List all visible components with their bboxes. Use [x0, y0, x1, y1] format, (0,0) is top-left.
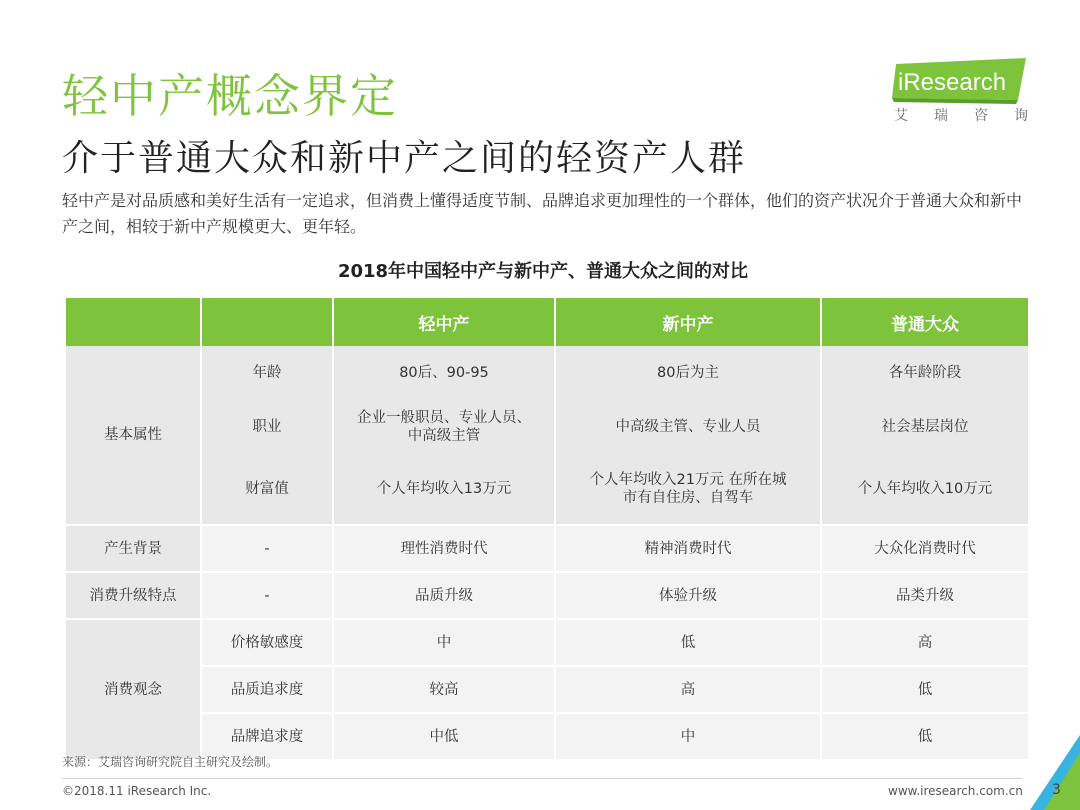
row-label: 财富值 — [202, 454, 332, 524]
header-mass-public: 普通大众 — [822, 298, 1028, 346]
source-note: 来源：艾瑞咨询研究院自主研究及绘制。 — [62, 755, 279, 769]
row-label: 品质追求度 — [202, 665, 332, 712]
table-row-upgrade — [66, 571, 1028, 618]
group-upgrade: 消费升级特点 — [66, 571, 200, 618]
cell-light: 较高 — [334, 665, 554, 712]
cell-new: 中高级主管、专业人员 — [556, 400, 820, 454]
row-label: 年龄 — [202, 346, 332, 400]
table-row-quality — [66, 665, 1028, 712]
cell-new — [556, 454, 820, 524]
website-link[interactable]: www.iresearch.com.cn — [888, 784, 1023, 798]
cell-light: 个人年均收入13万元 — [334, 454, 554, 524]
page-subtitle: 介于普通大众和新中产之间的轻资产人群 — [62, 138, 747, 179]
table-row-brand — [66, 712, 1028, 759]
row-label: 品牌追求度 — [202, 712, 332, 759]
logo-char: 瑞 — [934, 108, 948, 124]
cell-light: 中 — [334, 618, 554, 665]
logo-char: 询 — [1014, 108, 1028, 124]
logo-char: 咨 — [974, 108, 988, 124]
cell-light: 中低 — [334, 712, 554, 759]
logo-brand-text: iResearch — [898, 69, 1007, 96]
cell-mass: 低 — [822, 665, 1028, 712]
group-consumption-concept: 消费观念 — [66, 618, 200, 759]
logo-chinese-name — [894, 105, 1028, 125]
cell-mass: 低 — [822, 712, 1028, 759]
table-row-wealth — [66, 454, 1028, 524]
cell-mass: 大众化消费时代 — [822, 524, 1028, 571]
page-title: 轻中产概念界定 — [62, 69, 398, 123]
cell-mass: 品类升级 — [822, 571, 1028, 618]
cell-new: 精神消费时代 — [556, 524, 820, 571]
cell-light: 品质升级 — [334, 571, 554, 618]
cell-new: 高 — [556, 665, 820, 712]
corner-decoration — [1030, 735, 1080, 810]
row-label: 价格敏感度 — [202, 618, 332, 665]
header-light-middle-class: 轻中产 — [334, 298, 554, 346]
group-basic-attributes: 基本属性 — [66, 346, 200, 524]
table-header-row — [66, 298, 1028, 346]
cell-light — [334, 400, 554, 454]
page-number: 3 — [1052, 782, 1061, 798]
row-label: - — [202, 524, 332, 571]
cell-mass: 高 — [822, 618, 1028, 665]
group-background: 产生背景 — [66, 524, 200, 571]
cell-light: 80后、90-95 — [334, 346, 554, 400]
cell-new: 中 — [556, 712, 820, 759]
cell-new-text: 个人年均收入21万元 在所在城市有自住房、自驾车 — [589, 472, 787, 506]
table-row-job — [66, 400, 1028, 454]
table-row-background — [66, 524, 1028, 571]
cell-mass: 各年龄阶段 — [822, 346, 1028, 400]
cell-mass: 个人年均收入10万元 — [822, 454, 1028, 524]
cell-new: 80后为主 — [556, 346, 820, 400]
row-label: - — [202, 571, 332, 618]
header-blank — [66, 298, 200, 346]
header-blank — [202, 298, 332, 346]
table-row-age — [66, 346, 1028, 400]
intro-paragraph: 轻中产是对品质感和美好生活有一定追求，但消费上懂得适度节制、品牌追求更加理性的一个群体，他们的资产状况介于普通大众和新中产之间，相较于新中产规模更大、更年轻。 — [62, 191, 1023, 236]
table-title: 2018年中国轻中产与新中产、普通大众之间的对比 — [337, 261, 749, 282]
row-label: 职业 — [202, 400, 332, 454]
comparison-table — [64, 298, 1030, 759]
header-new-middle-class: 新中产 — [556, 298, 820, 346]
cell-new: 低 — [556, 618, 820, 665]
logo-char: 艾 — [894, 108, 908, 124]
footer-divider — [62, 778, 1022, 779]
copyright-text: ©2018.11 iResearch Inc. — [62, 784, 212, 798]
table-row-price — [66, 618, 1028, 665]
cell-light-text: 企业一般职员、专业人员、中高级主管 — [357, 410, 531, 444]
cell-new: 体验升级 — [556, 571, 820, 618]
cell-light: 理性消费时代 — [334, 524, 554, 571]
cell-mass: 社会基层岗位 — [822, 400, 1028, 454]
